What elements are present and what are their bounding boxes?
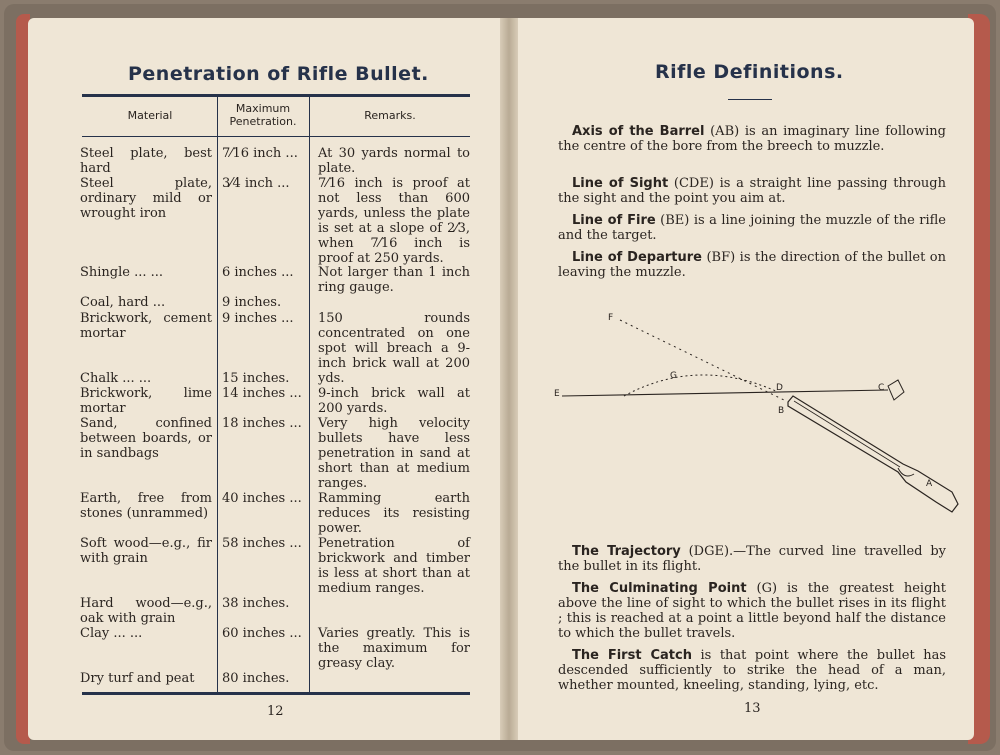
label-d: D bbox=[776, 383, 783, 393]
definition-paragraph bbox=[558, 581, 946, 641]
header-maximum: Maximum bbox=[235, 102, 291, 115]
definition-term: Axis of the Barrel bbox=[572, 124, 705, 139]
definition-paragraph bbox=[558, 124, 946, 154]
row-remarks: Penetration of brickwork and timber is less at short than at medium ranges. bbox=[318, 536, 470, 596]
right-page-title: Rifle Definitions. bbox=[655, 61, 844, 83]
row-remarks: At 30 yards normal to plate. bbox=[318, 146, 470, 176]
row-penetration: 6 inches ... bbox=[222, 265, 294, 280]
label-b: B bbox=[778, 406, 785, 416]
header-material: Material bbox=[127, 109, 173, 122]
definition-term: Line of Sight bbox=[572, 176, 669, 191]
row-material: Steel plate, ordinary mild or wrought iron bbox=[80, 176, 212, 221]
right-page-number: 13 bbox=[744, 701, 761, 716]
title-underline bbox=[728, 99, 772, 100]
rifle-drawing bbox=[788, 380, 958, 512]
definition-paragraph bbox=[558, 213, 946, 243]
definition-text: (G) is the greatest height above the line of sight to which the bullet rises in its flight ; this is reached at a point a little beyond half the distance to which the bullet travels. bbox=[558, 581, 946, 641]
line-of-sight bbox=[562, 390, 888, 396]
row-material: Shingle ... ... bbox=[80, 265, 164, 280]
row-remarks: 9-inch brick wall at 200 yards. bbox=[318, 386, 470, 416]
row-penetration: 60 inches ... bbox=[222, 626, 302, 641]
row-remarks: 150 rounds concentrated on one spot will breach a 9-inch brick wall at 200 yds. bbox=[318, 311, 470, 386]
row-material: Chalk ... ... bbox=[80, 371, 152, 386]
table-bottom-rule bbox=[82, 692, 470, 695]
header-remarks: Remarks. bbox=[364, 109, 416, 122]
row-penetration: 80 inches. bbox=[222, 671, 290, 686]
row-material: Sand, confined between boards, or in sandbags bbox=[80, 416, 212, 461]
definition-text: (DGE).—The curved line travelled by the bullet in its flight. bbox=[558, 544, 946, 574]
row-penetration: 58 inches ... bbox=[222, 536, 302, 551]
definition-term: Line of Fire bbox=[572, 213, 656, 228]
table-top-rule bbox=[82, 94, 470, 97]
trajectory-diagram bbox=[548, 296, 968, 526]
row-penetration: 15 inches. bbox=[222, 371, 290, 386]
definition-text: (BF) is the direction of the bullet on leaving the muzzle. bbox=[558, 250, 947, 280]
row-penetration: 18 inches ... bbox=[222, 416, 302, 431]
row-material: Dry turf and peat bbox=[80, 671, 195, 686]
row-material: Brickwork, lime mortar bbox=[80, 386, 212, 416]
label-e: E bbox=[554, 389, 560, 399]
row-penetration: 3⁄4 inch ... bbox=[222, 176, 290, 191]
definition-text: (BE) is a line joining the muzzle of the rifle and the target. bbox=[558, 213, 947, 243]
label-c: C bbox=[878, 383, 885, 393]
row-material: Steel plate, best hard bbox=[80, 146, 212, 176]
definition-term: Line of Departure bbox=[572, 250, 702, 265]
left-page-title: Penetration of Rifle Bullet. bbox=[128, 63, 429, 85]
definition-text: (AB) is an imaginary line following the centre of the bore from the breech to muzzle. bbox=[558, 124, 946, 154]
definition-paragraph bbox=[558, 544, 946, 574]
row-material: Soft wood—e.g., fir with grain bbox=[80, 536, 212, 566]
label-f: F bbox=[608, 313, 614, 323]
row-remarks: Very high velocity bullets have less penetration in sand at short than at medium ranges. bbox=[318, 416, 470, 491]
row-remarks: Not larger than 1 inch ring gauge. bbox=[318, 265, 470, 295]
row-remarks: Ramming earth reduces its resisting power. bbox=[318, 491, 470, 536]
row-material: Earth, free from stones (unrammed) bbox=[80, 491, 212, 521]
definition-paragraph bbox=[558, 648, 946, 693]
line-of-departure bbox=[620, 320, 784, 400]
row-material: Clay ... ... bbox=[80, 626, 143, 641]
definition-text: (CDE) is a straight line passing through the sight and the point you aim at. bbox=[558, 176, 946, 206]
row-penetration: 9 inches. bbox=[222, 295, 282, 310]
row-material: Coal, hard ... bbox=[80, 295, 166, 310]
label-a: A bbox=[926, 479, 933, 489]
definition-term: The First Catch bbox=[572, 648, 692, 663]
row-remarks: 7⁄16 inch is proof at not less than 600 yards, unless the plate is set at a slope of 2⁄3, when 7⁄16 inch is proof at 250 yards. bbox=[318, 176, 470, 266]
row-remarks: Varies greatly. This is the maximum for greasy clay. bbox=[318, 626, 470, 671]
table-col-divider-1 bbox=[217, 96, 218, 692]
row-penetration: 40 inches ... bbox=[222, 491, 302, 506]
book-gutter bbox=[500, 18, 518, 740]
row-material: Brickwork, cement mortar bbox=[80, 311, 212, 341]
definition-paragraph bbox=[558, 176, 946, 206]
definition-term: The Culminating Point bbox=[572, 581, 747, 596]
header-penetration: Penetration. bbox=[229, 115, 297, 128]
row-penetration: 7⁄16 inch ... bbox=[222, 146, 298, 161]
table-header-rule bbox=[82, 136, 470, 137]
row-penetration: 38 inches. bbox=[222, 596, 290, 611]
row-penetration: 14 inches ... bbox=[222, 386, 302, 401]
row-penetration: 9 inches ... bbox=[222, 311, 294, 326]
definition-paragraph bbox=[558, 250, 946, 280]
label-g: G bbox=[670, 371, 677, 381]
definition-text: is that point where the bullet has descended sufficiently to strike the head of a man, whether mounted, kneeling, standing, lying, etc. bbox=[558, 648, 946, 693]
row-material: Hard wood—e.g., oak with grain bbox=[80, 596, 212, 626]
definition-term: The Trajectory bbox=[572, 544, 681, 559]
left-page-number: 12 bbox=[267, 704, 284, 719]
